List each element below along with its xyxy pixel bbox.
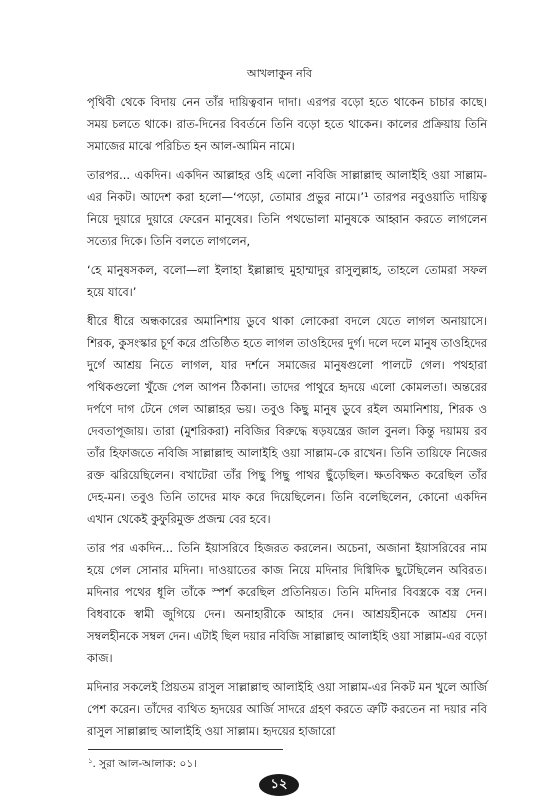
paragraph: ধীরে ধীরে অন্ধকারের অমানিশায় ডুবে থাকা লোকেরা বদলে যেতে লাগল অনায়াসে। শিরক, কুসংস্কার চূর্ণ করে প্রতিষ্ঠিত হতে লাগল তাওহিদের দুর্গ। দলে দলে মানুষ তাওহিদের দুর্গে আশ্রয় নিতে লাগল, যার দর্শনে সমাজের মানুষগুলো পালটে গেল। পথহারা পথিকগুলো খুঁজে পেল আপন ঠিকানা। তাদের পাথুরে হৃদয়ে এলো কোমলতা। অন্তরের দর্পণে দাগ টেনে গেল আল্লাহর ভয়। তবুও কিছু মানুষ ডুবে রইল অমানিশায়, শিরক ও দেবতাপূজায়। তারা (মুশরিকরা) নবিজির বিরুদ্ধে ষড়যন্ত্রের জাল বুনল। কিন্তু দয়াময় রব তাঁর হিফাজতে নবিজি সাল্লাল্লাহু আলাইহি ওয়া সাল্লাম-কে রাখেন। তিনি তায়িফে নিজের রক্ত ঝরিয়েছিলেন। বখাটেরা তাঁর পিছু পিছু পাথর ছুঁড়েছিল। ক্ষতবিক্ষত করেছিল তাঁর দেহ-মন। তবুও তিনি তাদের মাফ করে দিয়েছিলেন। তিনি বলেছিলেন, কোনো একদিন এখান থেকেই কুফুরিমুক্ত প্রজন্ম বের হবে।: [87, 314, 487, 526]
page-number: ১২: [259, 774, 299, 796]
footnote-marker: ১: [88, 757, 93, 765]
paragraph: তারপর... একদিন। একদিন আল্লাহর ওহি এলো নবিজি সাল্লাল্লাহু আলাইহি ওয়া সাল্লাম-এর নিকট। আদেশ করা হলো—‘পড়ো, তোমার প্রভুর নামে।’¹ তারপর নবুওয়াতি দায়িত্ব নিয়ে দুয়ারে দুয়ারে ফেরেন মানুষের। তিনি পথভোলা মানুষকে আহ্বান করতে লাগলেন সত্যের দিকে। তিনি বলতে লাগলেন,: [87, 168, 487, 248]
paragraph: পৃথিবী থেকে বিদায় নেন তাঁর দায়িত্ববান দাদা। এরপর বড়ো হতে থাকেন চাচার কাছে। সময় চলতে থাকে। রাত-দিনের বিবর্তনে তিনি বড়ো হতে থাকেন। কালের প্রক্রিয়ায় তিনি সমাজের মাঝে পরিচিত হন আল-আমিন নামে।: [87, 95, 487, 153]
footnote-text: . সুরা আল-আলাক: ০১।: [92, 758, 197, 770]
paragraph-quote: ‘হে মানুষসকল, বলো—লা ইলাহা ইল্লাল্লাহু মুহাম্মাদুর রাসুলুল্লাহ, তাহলে তোমরা সফল হয়ে যাবে।’: [87, 263, 487, 299]
running-header: আখলাকুন নবি: [246, 67, 313, 80]
footnote-divider: [88, 749, 283, 750]
body-text: [87, 91, 487, 750]
footnote: [88, 754, 197, 771]
paragraph: মদিনার সকলেই প্রিয়তম রাসুল সাল্লাল্লাহু আলাইহি ওয়া সাল্লাম-এর নিকট মন খুলে আর্জি পেশ করেন। তাঁদের ব্যথিত হৃদয়ের আর্জি সাদরে গ্রহণ করতে ত্রুটি করতেন না দয়ার নবি রাসুল সাল্লাল্লাহু আলাইহি ওয়া সাল্লাম। হৃদয়ের হাজারো: [87, 680, 487, 738]
paragraph: তার পর একদিন... তিনি ইয়াসরিবে হিজরত করলেন। অচেনা, অজানা ইয়াসরিবের নাম হয়ে গেল সোনার মদিনা। দাওয়াতের কাজ নিয়ে মদিনার দিগ্বিদিক ছুটেছিলেন অবিরত। মদিনার পথের ধূলি তাঁকে স্পর্শ করেছিল প্রতিনিয়ত। তিনি মদিনার বিবস্ত্রকে বস্ত্র দেন। বিধবাকে স্বামী জুগিয়ে দেন। অনাহারীকে আহার দেন। আশ্রয়হীনকে আশ্রয় দেন। সম্বলহীনকে সম্বল দেন। এটাই ছিল দয়ার নবিজি সাল্লাল্লাহু আলাইহি ওয়া সাল্লাম-এর বড়ো কাজ।: [87, 541, 487, 665]
